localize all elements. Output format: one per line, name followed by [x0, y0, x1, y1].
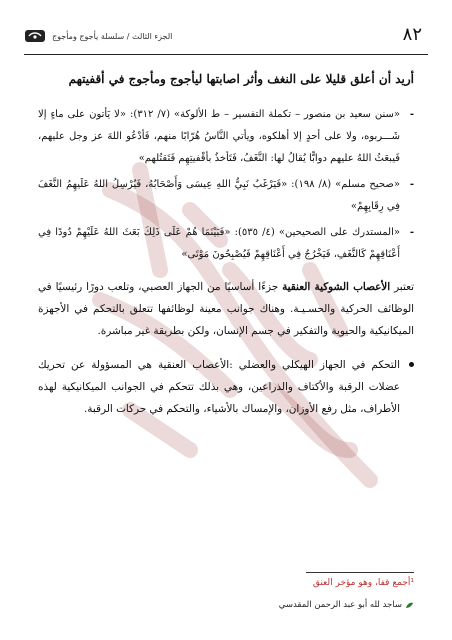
page-number: ٨٢: [402, 24, 422, 45]
signature-text: ساجد لله أبو عبد الرحمن المقدسي: [278, 600, 402, 610]
footnote-text: أجمع قفا، وهو مؤخر العنق: [312, 578, 411, 588]
dash-marker: -: [409, 109, 414, 120]
footnote: [313, 578, 414, 588]
page-body: [38, 62, 414, 420]
footnote-marker: ¹: [410, 578, 414, 588]
paragraph-bold-term: الأعصاب الشوكية العنقية: [282, 281, 391, 293]
bullet-text: التحكم في الجهاز الهيكلي والعضلي :الأعصاب العنقية هي المسؤولة عن تحريك عضلات الرقبة والأكتاف والذراعين، وهي بذلك تتحكم في الجوانب الميكانيكية لهذه الأطراف، مثل رفع الأوزان، والإمساك بالأشياء، والتحكم في حركات الرقبة.: [38, 359, 400, 415]
dash-marker: -: [409, 227, 414, 238]
footnote-divider: [306, 572, 414, 573]
header-divider: [24, 54, 428, 55]
header-book-info: الجزء الثالث / سلسلة يأجوج ومأجوج: [52, 32, 173, 41]
quote-text: «المستدرك على الصحيحين» (٤/ ٥٣٥): «فَبَيْنَمَا هُمْ عَلَى ذَلِكَ بَعَثَ اللهُ عَلَيْهِمْ دُودًا فِي أَعْنَاقِهِمْ كَالنَّغَفِ، فَيَخْرُجُ فِي أَعْنَاقِهِمْ فَيُصْبِحُونَ مَوْتَى»: [38, 227, 400, 260]
page-header: [24, 26, 428, 52]
section-title: أريد أن أعلق قليلا على النغف وأثر اصابتها ليأجوج ومأجوج في أقفيتهم: [68, 72, 414, 86]
quote-text: «سنن سعيد بن منصور – تكملة التفسير – ط الألوكة» (٧/ ٣١٢): «لا يَأتون على ماءٍ إلا شَـــربوه، ولا على أحدٍ إلا أهلكوه، ويأتي النَّاسُ هُرّابًا منهم، فَأدْعُو اللهَ عز وجل عليهم، فَيبعَثُ اللهُ عليهم دوابًّا يُقالُ لها: النَّغَفُ، فَتَأخذُ بأقْفيتِهِم فَتَقتُلهم»: [38, 109, 400, 164]
leaf-icon: [405, 602, 414, 609]
dash-marker: -: [409, 179, 414, 190]
paragraph-lead: تعتبر: [394, 281, 414, 293]
quote-item: [38, 174, 414, 218]
quote-text: «صحيح مسلم» (٨/ ١٩٨): «فَيَرْغَبُ نَبِيُّ اللهِ عِيسَى وَأَصْحَابُهُ، فَيُرْسِلُ اللهُ عَلَيهِمُ النَّغَفَ فِي رِقَابِهِمْ»: [38, 179, 400, 212]
book-logo-icon: [24, 27, 46, 45]
quote-item: [38, 222, 414, 266]
signature: [279, 600, 414, 610]
quote-item: [38, 104, 414, 170]
body-paragraph: [38, 276, 414, 342]
bullet-dot: [409, 362, 414, 367]
paragraph-rest: جزءًا أساسيًا من الجهاز العصبي، وتلعب دورًا رئيسيًا في الوظائف الحركية والحسـيـة. وهناك جوانب معينة لوظائفها تتعلق بالتحكم في الأجهزة الميكانيكية والحيوية والتفكير في جسم الإنسان، ولكن بطريقة غير مباشرة.: [38, 281, 414, 337]
bullet-item: [38, 354, 414, 420]
